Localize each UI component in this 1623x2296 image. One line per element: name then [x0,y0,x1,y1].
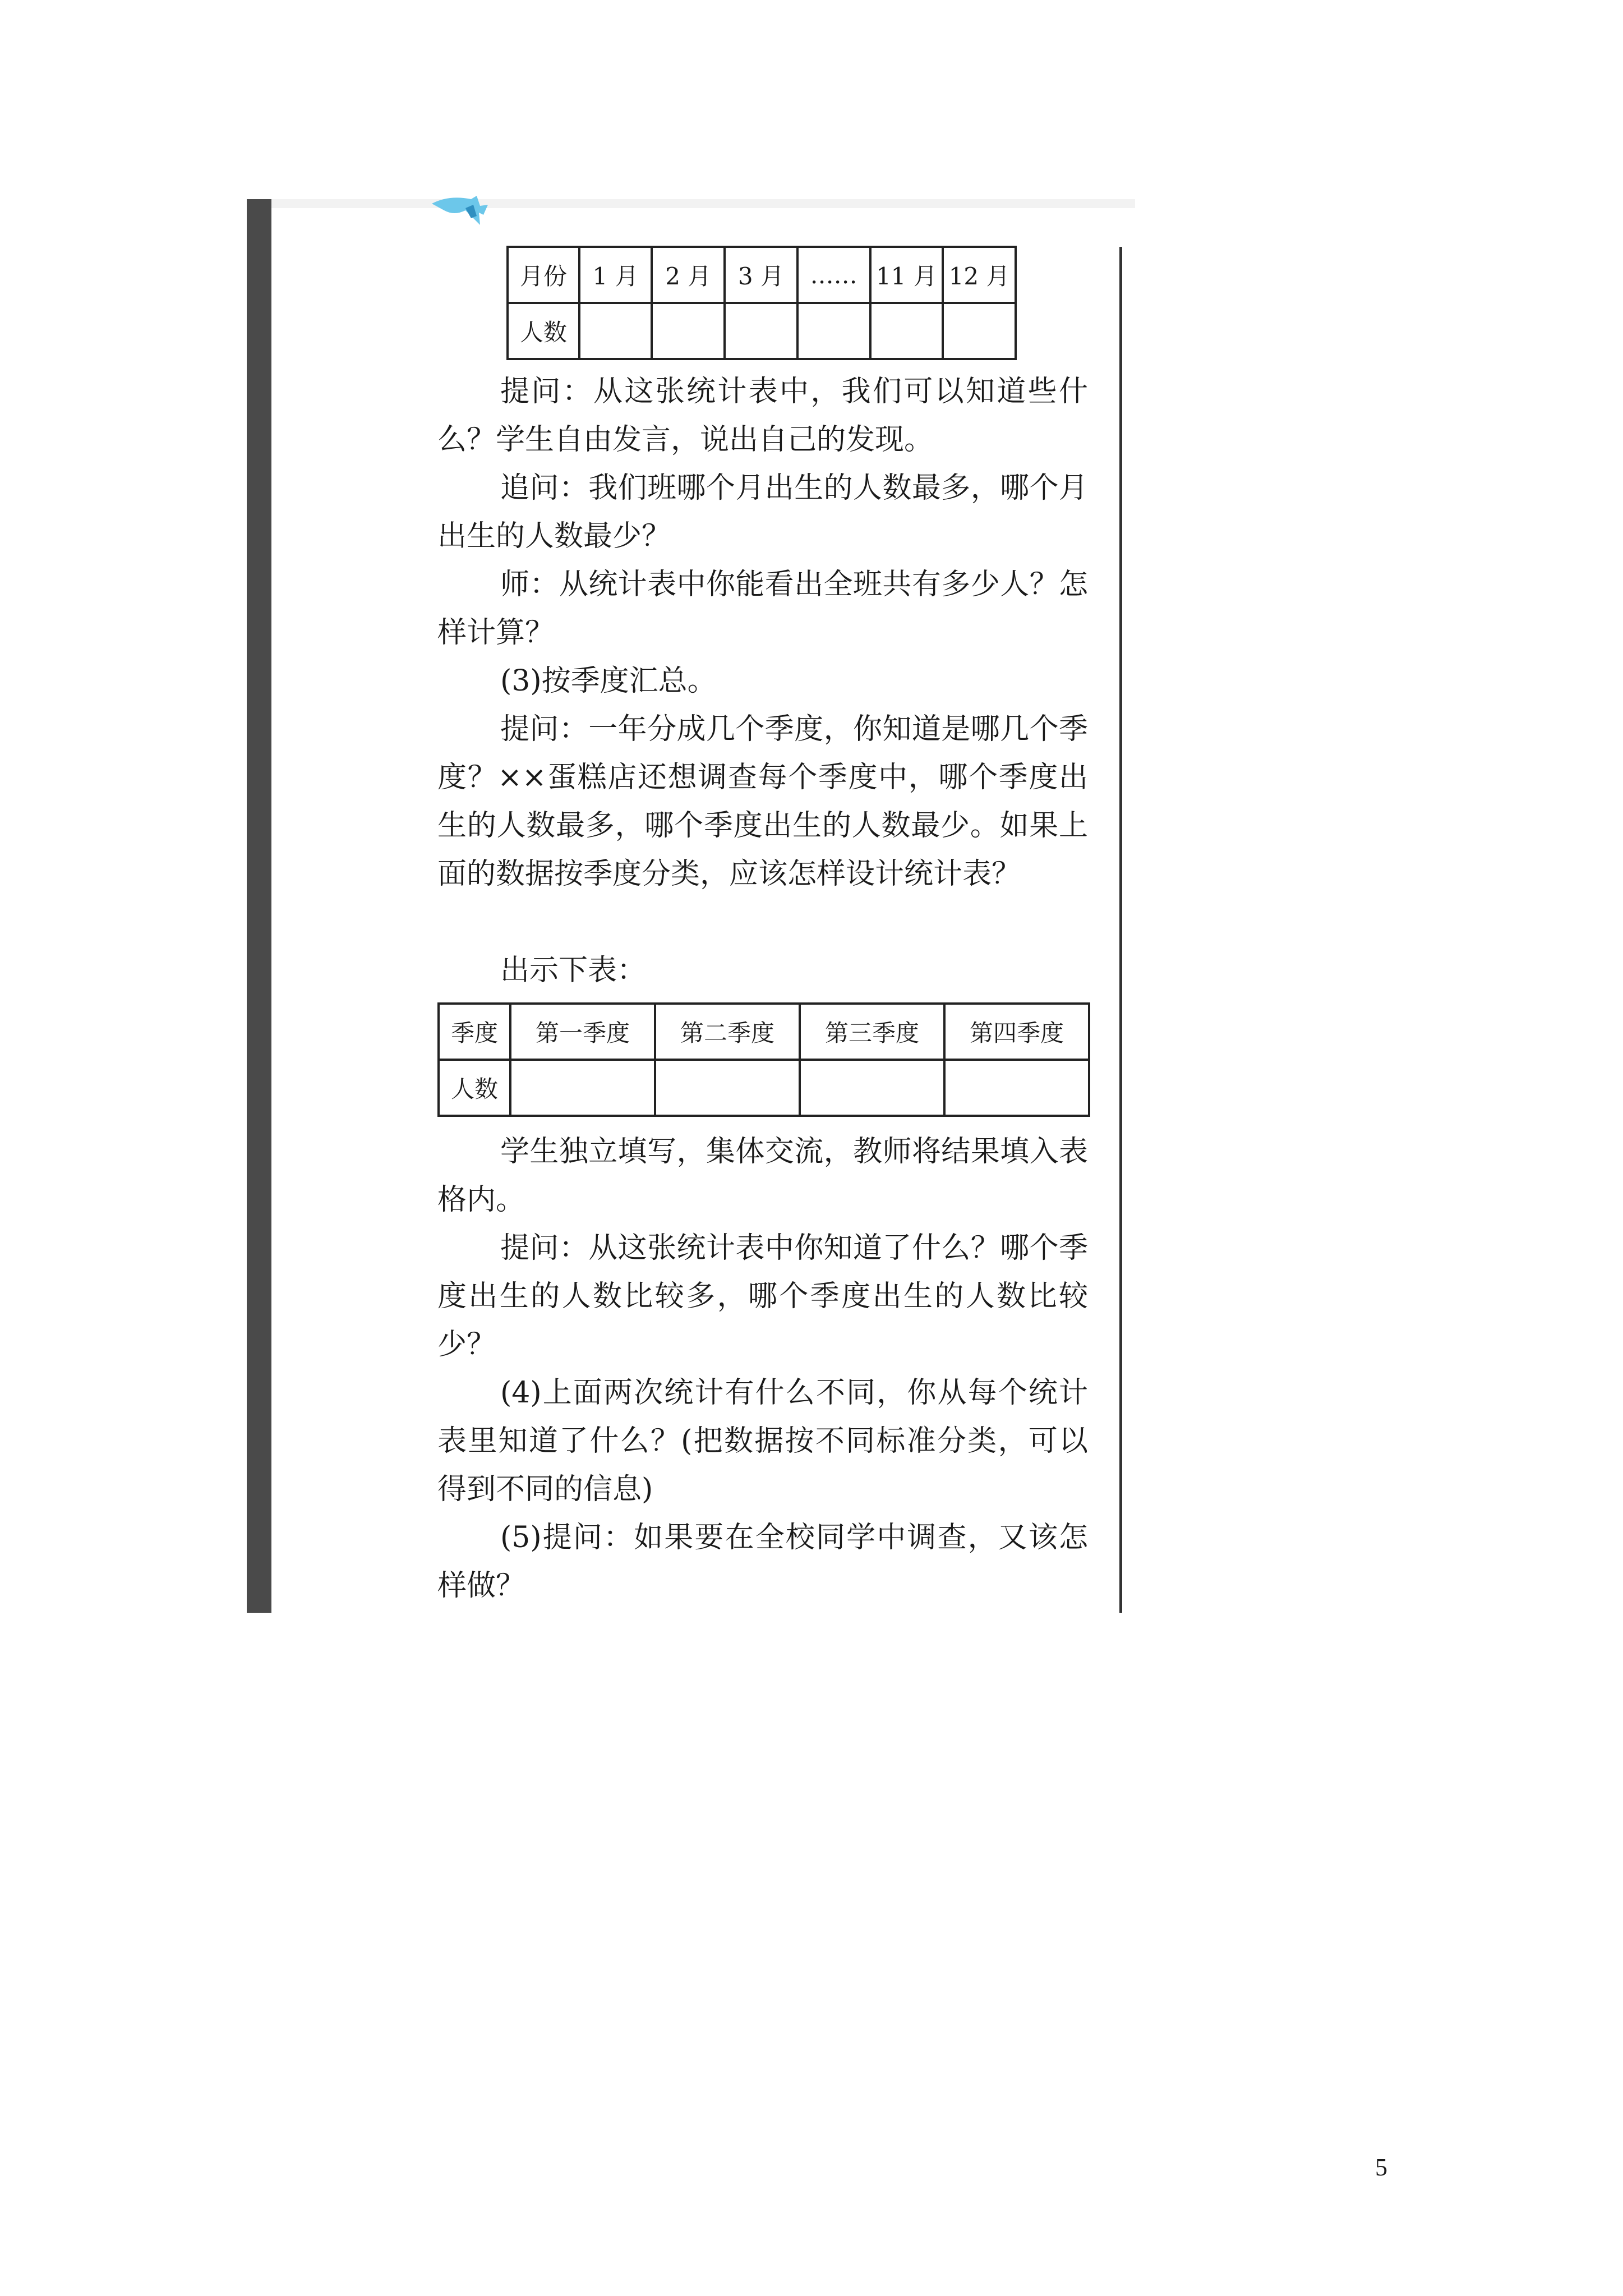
table-header-cell: 第三季度 [800,1004,944,1060]
paragraph: (5)提问：如果要在全校同学中调查，又该怎样做？ [437,1521,1088,1603]
paragraph: 出示下表： [500,954,647,987]
paragraph: 学生独立填写，集体交流，教师将结果填入表格内。 [437,1135,1088,1217]
table-header-cell: 3 月 [725,247,797,303]
table-cell [725,303,797,359]
page-left-bar [247,199,271,1613]
table-row-label: 人数 [439,1060,510,1116]
table-header-cell: 月份 [508,247,579,303]
table-header-cell: 季度 [439,1004,510,1060]
table-row-label: 人数 [508,303,579,359]
table-cell [655,1060,800,1116]
table-header-cell: 11 月 [870,247,943,303]
table-cell [510,1060,655,1116]
paragraph: 提问：一年分成几个季度，你知道是哪几个季度？××蛋糕店还想调查每个季度中，哪个季度出生的人数最多，哪个季度出生的人数最少。如果上面的数据按季度分类，应该怎样设计统计表？ [437,712,1088,891]
page-number: 5 [1375,2154,1387,2181]
table-header-cell: 第二季度 [655,1004,800,1060]
table-header-cell: 1 月 [579,247,652,303]
table-cell [870,303,943,359]
table-cell [579,303,652,359]
season-table [437,1002,1090,1117]
page-top-shade [271,199,1135,208]
table-header-cell: 2 月 [652,247,725,303]
table-header-cell: 12 月 [943,247,1016,303]
table-cell [943,303,1016,359]
table-cell [652,303,725,359]
page-right-rule [1119,247,1122,1613]
table-cell [944,1060,1089,1116]
paragraph: (4)上面两次统计有什么不同，你从每个统计表里知道了什么？(把数据按不同标准分类，可以得到不同的信息) [437,1376,1088,1506]
corner-ornament-icon [432,194,494,227]
table-header-cell: 第四季度 [944,1004,1089,1060]
month-table-header-row [508,247,1016,303]
month-table [506,246,1017,360]
paragraph: 提问：从这张统计表中，我们可以知道些什么？学生自由发言，说出自己的发现。 [437,375,1088,457]
paragraph: 提问：从这张统计表中你知道了什么？哪个季度出生的人数比较多，哪个季度出生的人数比较少？ [437,1231,1088,1361]
table-header-cell: …… [797,247,870,303]
season-table-header-row [439,1004,1089,1060]
paragraph: 追问：我们班哪个月出生的人数最多，哪个月出生的人数最少？ [437,471,1088,553]
table-cell [800,1060,944,1116]
season-table-count-row [439,1060,1089,1116]
table-header-cell: 第一季度 [510,1004,655,1060]
paragraph: (3)按季度汇总。 [500,664,717,698]
table-cell [797,303,870,359]
paragraph: 师：从统计表中你能看出全班共有多少人？怎样计算？ [437,568,1088,650]
month-table-count-row [508,303,1016,359]
